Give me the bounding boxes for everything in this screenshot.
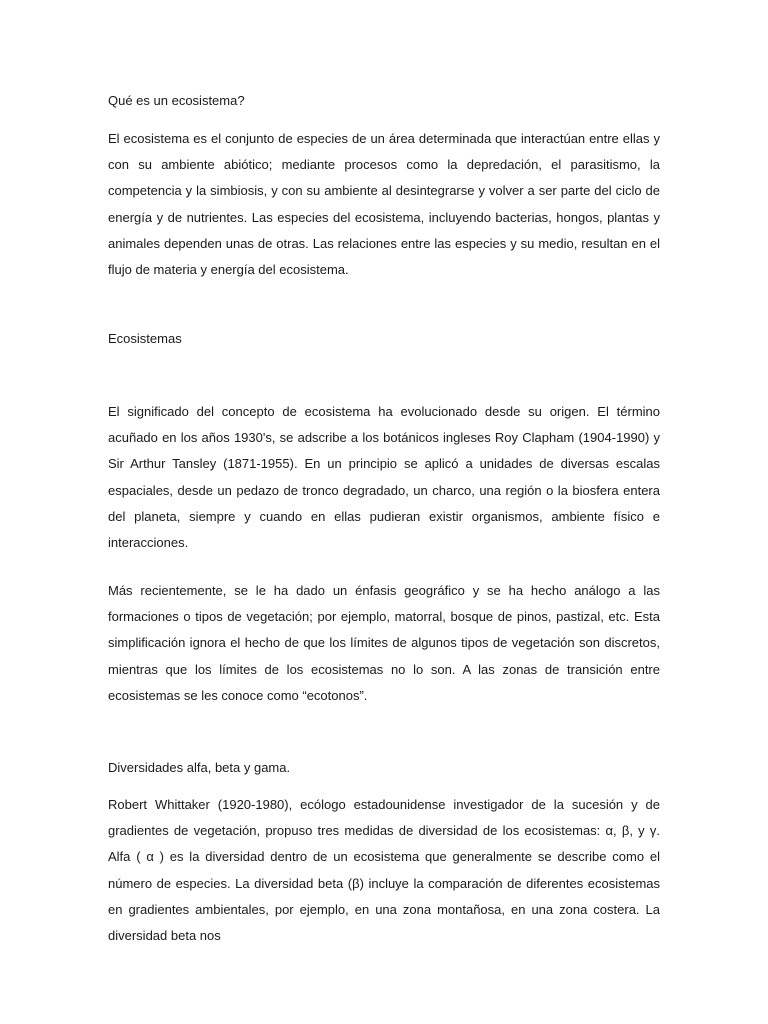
heading-que-es-un-ecosistema: Qué es un ecosistema? xyxy=(108,93,245,108)
paragraph-enfasis-geografico: Más recientemente, se le ha dado un énfasis geográfico y se ha hecho análogo a las formaciones o tipos de vegetación; por ejemplo, matorral, bosque de pinos, pastizal, etc. Esta simplificación ignora el hecho de que los límites de algunos tipos de vegetación son discretos, mientras que los límites de los ecosistemas no lo son. A las zonas de transición entre ecosistemas se les conoce como “ecotonos”. xyxy=(108,583,660,703)
paragraph-definicion-ecosistema: El ecosistema es el conjunto de especies de un área determinada que interactúan entre ellas y con su ambiente abiótico; mediante procesos como la depredación, el parasitismo, la competencia y la simbiosis, y con su ambiente al desintegrarse y volver a ser parte del ciclo de energía y de nutrientes. Las especies del ecosistema, incluyendo bacterias, hongos, plantas y animales dependen unas de otras. Las relaciones entre las especies y su medio, resultan en el flujo de materia y energía del ecosistema. xyxy=(108,131,660,278)
paragraph-significado-concepto: El significado del concepto de ecosistema ha evolucionado desde su origen. El término acuñado en los años 1930's, se adscribe a los botánicos ingleses Roy Clapham (1904-1990) y Sir Arthur Tansley (1871-1955). En un principio se aplicó a unidades de diversas escalas espaciales, desde un pedazo de tronco degradado, un charco, una región o la biosfera entera del planeta, siempre y cuando en ellas pudieran existir organismos, ambiente físico e interacciones. xyxy=(108,404,660,551)
paragraph-whittaker-diversidad: Robert Whittaker (1920-1980), ecólogo estadounidense investigador de la sucesión y de gradientes de vegetación, propuso tres medidas de diversidad de los ecosistemas: α, β, y γ. Alfa ( α ) es la diversidad dentro de un ecosistema que generalmente se describe como el número de especies. La diversidad beta (β) incluye la comparación de diferentes ecosistemas en gradientes ambientales, por ejemplo, en una zona montañosa, en una zona costera. La diversidad beta nos xyxy=(108,797,660,944)
heading-ecosistemas: Ecosistemas xyxy=(108,331,182,346)
heading-diversidades-alfa-beta-gama: Diversidades alfa, beta y gama. xyxy=(108,760,291,775)
